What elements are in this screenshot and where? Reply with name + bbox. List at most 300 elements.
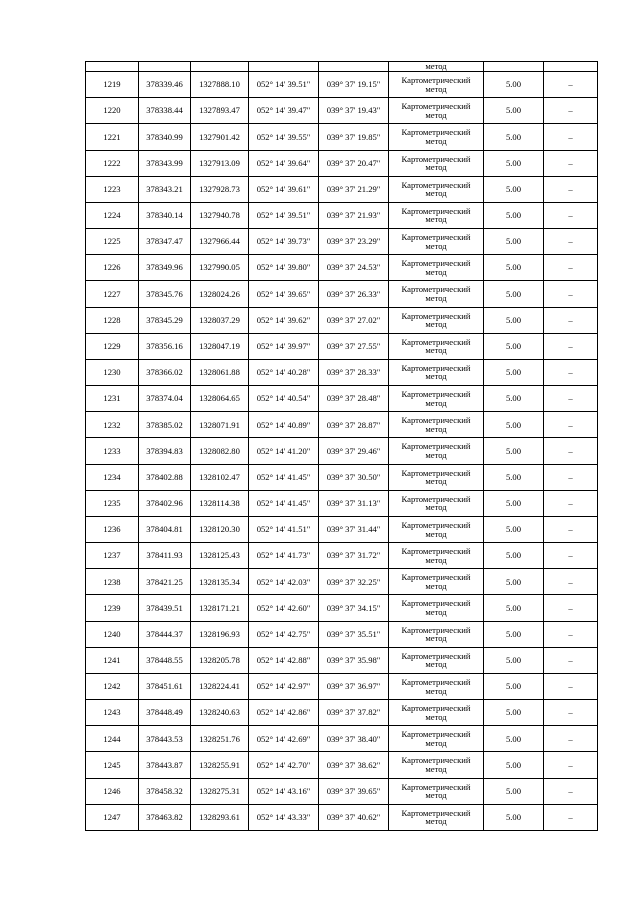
cell-num: 1223 bbox=[86, 176, 139, 202]
cell-x bbox=[139, 62, 191, 72]
cell-accuracy: 5.00 bbox=[484, 412, 544, 438]
table-row bbox=[86, 229, 598, 255]
cell-note: – bbox=[544, 438, 598, 464]
method-line-2: метод bbox=[425, 607, 447, 618]
method-line-1: Картометрический bbox=[401, 650, 471, 661]
table-row bbox=[86, 804, 598, 830]
cell-lon: 039° 37' 21.29" bbox=[319, 176, 389, 202]
method-line-1: Картометрический bbox=[401, 572, 471, 583]
method-line-1: Картометрический bbox=[401, 676, 471, 687]
method-line-2: метод bbox=[425, 162, 447, 173]
cell-y: 1328171.21 bbox=[191, 595, 249, 621]
cell-lon: 039° 37' 37.82" bbox=[319, 700, 389, 726]
method-line-1: Картометрический bbox=[401, 467, 471, 478]
method-line-2: метод bbox=[425, 554, 447, 565]
cell-num: 1242 bbox=[86, 673, 139, 699]
cell-num: 1244 bbox=[86, 726, 139, 752]
cell-note: – bbox=[544, 281, 598, 307]
cell-note: – bbox=[544, 595, 598, 621]
method-line-2: метод bbox=[425, 528, 447, 539]
cell-num: 1247 bbox=[86, 804, 139, 830]
cell-lon: 039° 37' 38.40" bbox=[319, 726, 389, 752]
cell-y: 1327940.78 bbox=[191, 202, 249, 228]
cell-y: 1327901.42 bbox=[191, 124, 249, 150]
cell-y: 1327913.09 bbox=[191, 150, 249, 176]
method-line-2: метод bbox=[425, 502, 447, 513]
method-line-1: Картометрический bbox=[401, 755, 471, 766]
table-row bbox=[86, 98, 598, 124]
cell-x: 378444.37 bbox=[139, 621, 191, 647]
method-line-2: метод bbox=[425, 737, 447, 748]
method-line-2: метод bbox=[425, 711, 447, 722]
cell-accuracy: 5.00 bbox=[484, 804, 544, 830]
cell-num: 1238 bbox=[86, 569, 139, 595]
method-line-2: метод bbox=[425, 83, 447, 94]
cell-method bbox=[389, 62, 484, 72]
method-line-2: метод bbox=[425, 371, 447, 382]
cell-note: – bbox=[544, 647, 598, 673]
table-row bbox=[86, 255, 598, 281]
cell-x: 378451.61 bbox=[139, 673, 191, 699]
method-line-1: Картометрический bbox=[401, 153, 471, 164]
cell-lon: 039° 37' 23.29" bbox=[319, 229, 389, 255]
cell-lon: 039° 37' 39.65" bbox=[319, 778, 389, 804]
cell-accuracy: 5.00 bbox=[484, 778, 544, 804]
method-line-2: метод bbox=[425, 319, 447, 330]
cell-lon: 039° 37' 20.47" bbox=[319, 150, 389, 176]
cell-method bbox=[389, 543, 484, 569]
table-row bbox=[86, 778, 598, 804]
cell-x: 378402.88 bbox=[139, 464, 191, 490]
cell-y: 1328024.26 bbox=[191, 281, 249, 307]
method-line-2: метод bbox=[425, 476, 447, 487]
cell-note: – bbox=[544, 543, 598, 569]
cell-lat: 052° 14' 41.73" bbox=[249, 543, 319, 569]
cell-lat: 052° 14' 42.70" bbox=[249, 752, 319, 778]
cell-accuracy: 5.00 bbox=[484, 124, 544, 150]
table-row bbox=[86, 726, 598, 752]
cell-lat: 052° 14' 39.64" bbox=[249, 150, 319, 176]
cell-x: 378448.49 bbox=[139, 700, 191, 726]
cell-method bbox=[389, 359, 484, 385]
table-row bbox=[86, 333, 598, 359]
continuation-row bbox=[86, 62, 598, 72]
cell-method bbox=[389, 673, 484, 699]
cell-method bbox=[389, 516, 484, 542]
cell-lon: 039° 37' 38.62" bbox=[319, 752, 389, 778]
table-row bbox=[86, 647, 598, 673]
cell-accuracy: 5.00 bbox=[484, 490, 544, 516]
cell-x: 378345.76 bbox=[139, 281, 191, 307]
cell-lon: 039° 37' 24.53" bbox=[319, 255, 389, 281]
cell-num: 1241 bbox=[86, 647, 139, 673]
method-line-1: Картометрический bbox=[401, 781, 471, 792]
cell-y: 1328135.34 bbox=[191, 569, 249, 595]
cell-method bbox=[389, 726, 484, 752]
cell-lat: 052° 14' 39.47" bbox=[249, 98, 319, 124]
cell-accuracy: 5.00 bbox=[484, 464, 544, 490]
cell-note: – bbox=[544, 752, 598, 778]
cell-accuracy: 5.00 bbox=[484, 543, 544, 569]
cell-accuracy: 5.00 bbox=[484, 595, 544, 621]
cell-num: 1227 bbox=[86, 281, 139, 307]
cell-note: – bbox=[544, 412, 598, 438]
cell-lat: 052° 14' 43.16" bbox=[249, 778, 319, 804]
cell-x: 378421.25 bbox=[139, 569, 191, 595]
method-line-2: метод bbox=[425, 423, 447, 434]
cell-x: 378338.44 bbox=[139, 98, 191, 124]
method-line-1: Картометрический bbox=[401, 74, 471, 85]
method-line-2: метод bbox=[425, 345, 447, 356]
cell-y: 1328251.76 bbox=[191, 726, 249, 752]
cell-y: 1328224.41 bbox=[191, 673, 249, 699]
method-line-2: метод bbox=[425, 292, 447, 303]
cell-method bbox=[389, 307, 484, 333]
cell-note: – bbox=[544, 569, 598, 595]
cell-lon bbox=[319, 62, 389, 72]
cell-accuracy: 5.00 bbox=[484, 386, 544, 412]
cell-y: 1328114.38 bbox=[191, 490, 249, 516]
method-line-2: метод bbox=[425, 240, 447, 251]
cell-note: – bbox=[544, 673, 598, 699]
cell-lon: 039° 37' 31.44" bbox=[319, 516, 389, 542]
method-line-2: метод bbox=[425, 266, 447, 277]
cell-y: 1328047.19 bbox=[191, 333, 249, 359]
method-line-1: Картометрический bbox=[401, 389, 471, 400]
cell-lon: 039° 37' 30.50" bbox=[319, 464, 389, 490]
cell-x: 378443.87 bbox=[139, 752, 191, 778]
cell-y: 1328102.47 bbox=[191, 464, 249, 490]
cell-accuracy: 5.00 bbox=[484, 176, 544, 202]
cell-note: – bbox=[544, 516, 598, 542]
method-line-1: Картометрический bbox=[401, 415, 471, 426]
method-line-1: Картометрический bbox=[401, 624, 471, 635]
table-row bbox=[86, 72, 598, 98]
cell-num: 1239 bbox=[86, 595, 139, 621]
cell-accuracy: 5.00 bbox=[484, 98, 544, 124]
cell-method bbox=[389, 229, 484, 255]
cell-y: 1328125.43 bbox=[191, 543, 249, 569]
method-line-1: Картометрический bbox=[401, 310, 471, 321]
cell-num: 1221 bbox=[86, 124, 139, 150]
cell-method bbox=[389, 386, 484, 412]
cell-method bbox=[389, 72, 484, 98]
table-row bbox=[86, 700, 598, 726]
cell-accuracy bbox=[484, 62, 544, 72]
cell-num: 1229 bbox=[86, 333, 139, 359]
cell-y: 1327966.44 bbox=[191, 229, 249, 255]
method-line-1: Картометрический bbox=[401, 519, 471, 530]
cell-note: – bbox=[544, 150, 598, 176]
cell-lon: 039° 37' 35.98" bbox=[319, 647, 389, 673]
method-line-1: Картометрический bbox=[401, 232, 471, 243]
cell-method bbox=[389, 150, 484, 176]
method-line-1: Картометрический bbox=[401, 441, 471, 452]
cell-lat: 052° 14' 42.69" bbox=[249, 726, 319, 752]
method-line-1: Картометрический bbox=[401, 336, 471, 347]
cell-lon: 039° 37' 21.93" bbox=[319, 202, 389, 228]
cell-num: 1234 bbox=[86, 464, 139, 490]
cell-y: 1327990.05 bbox=[191, 255, 249, 281]
cell-y bbox=[191, 62, 249, 72]
cell-method bbox=[389, 464, 484, 490]
cell-y: 1327893.47 bbox=[191, 98, 249, 124]
method-line-1: Картометрический bbox=[401, 284, 471, 295]
cell-y: 1328205.78 bbox=[191, 647, 249, 673]
cell-lat: 052° 14' 39.61" bbox=[249, 176, 319, 202]
cell-method bbox=[389, 752, 484, 778]
cell-lat: 052° 14' 42.03" bbox=[249, 569, 319, 595]
cell-num: 1235 bbox=[86, 490, 139, 516]
cell-x: 378404.81 bbox=[139, 516, 191, 542]
table-row bbox=[86, 124, 598, 150]
cell-lat: 052° 14' 39.73" bbox=[249, 229, 319, 255]
method-line-1: Картометрический bbox=[401, 101, 471, 112]
cell-y: 1328061.88 bbox=[191, 359, 249, 385]
cell-method bbox=[389, 412, 484, 438]
cell-y: 1328064.65 bbox=[191, 386, 249, 412]
table-row bbox=[86, 595, 598, 621]
method-line-2: метод bbox=[425, 685, 447, 696]
cell-num: 1230 bbox=[86, 359, 139, 385]
cell-accuracy: 5.00 bbox=[484, 752, 544, 778]
method-line-2: метод bbox=[425, 764, 447, 775]
cell-x: 378402.96 bbox=[139, 490, 191, 516]
method-line-2: метод bbox=[425, 188, 447, 199]
cell-lat: 052° 14' 40.89" bbox=[249, 412, 319, 438]
method-line-1: Картометрический bbox=[401, 493, 471, 504]
cell-method bbox=[389, 700, 484, 726]
cell-num: 1222 bbox=[86, 150, 139, 176]
cell-x: 378349.96 bbox=[139, 255, 191, 281]
cell-note: – bbox=[544, 98, 598, 124]
cell-lon: 039° 37' 40.62" bbox=[319, 804, 389, 830]
cell-y: 1328255.91 bbox=[191, 752, 249, 778]
cell-accuracy: 5.00 bbox=[484, 516, 544, 542]
method-line-2: метод bbox=[425, 214, 447, 225]
cell-lon: 039° 37' 36.97" bbox=[319, 673, 389, 699]
table-row bbox=[86, 150, 598, 176]
cell-note: – bbox=[544, 778, 598, 804]
cell-lon: 039° 37' 32.25" bbox=[319, 569, 389, 595]
method-line-1: Картометрический bbox=[401, 205, 471, 216]
cell-x: 378340.14 bbox=[139, 202, 191, 228]
cell-y: 1328071.91 bbox=[191, 412, 249, 438]
cell-note: – bbox=[544, 386, 598, 412]
cell-y: 1328196.93 bbox=[191, 621, 249, 647]
cell-note: – bbox=[544, 490, 598, 516]
cell-note: – bbox=[544, 621, 598, 647]
cell-num: 1245 bbox=[86, 752, 139, 778]
cell-lat: 052° 14' 40.54" bbox=[249, 386, 319, 412]
cell-accuracy: 5.00 bbox=[484, 307, 544, 333]
cell-method bbox=[389, 124, 484, 150]
method-line-1: Картометрический bbox=[401, 598, 471, 609]
cell-x: 378448.55 bbox=[139, 647, 191, 673]
cell-method bbox=[389, 176, 484, 202]
cell-lat: 052° 14' 39.97" bbox=[249, 333, 319, 359]
table-row bbox=[86, 307, 598, 333]
cell-note: – bbox=[544, 700, 598, 726]
cell-lat: 052° 14' 42.86" bbox=[249, 700, 319, 726]
cell-accuracy: 5.00 bbox=[484, 229, 544, 255]
cell-num bbox=[86, 62, 139, 72]
cell-accuracy: 5.00 bbox=[484, 281, 544, 307]
cell-accuracy: 5.00 bbox=[484, 255, 544, 281]
cell-note: – bbox=[544, 255, 598, 281]
cell-y: 1328037.29 bbox=[191, 307, 249, 333]
method-line-2: метод bbox=[425, 135, 447, 146]
cell-x: 378411.93 bbox=[139, 543, 191, 569]
cell-method bbox=[389, 569, 484, 595]
cell-lon: 039° 37' 26.33" bbox=[319, 281, 389, 307]
table-row bbox=[86, 281, 598, 307]
cell-x: 378439.51 bbox=[139, 595, 191, 621]
cell-lon: 039° 37' 31.13" bbox=[319, 490, 389, 516]
method-line-2: метод bbox=[425, 816, 447, 827]
cell-lon: 039° 37' 29.46" bbox=[319, 438, 389, 464]
cell-note: – bbox=[544, 229, 598, 255]
cell-num: 1226 bbox=[86, 255, 139, 281]
cell-lat: 052° 14' 39.80" bbox=[249, 255, 319, 281]
cell-lon: 039° 37' 28.87" bbox=[319, 412, 389, 438]
cell-y: 1328082.80 bbox=[191, 438, 249, 464]
cell-note: – bbox=[544, 726, 598, 752]
cell-note: – bbox=[544, 359, 598, 385]
cell-y: 1328275.31 bbox=[191, 778, 249, 804]
cell-method bbox=[389, 490, 484, 516]
table-row bbox=[86, 673, 598, 699]
cell-lat: 052° 14' 39.51" bbox=[249, 202, 319, 228]
cell-num: 1240 bbox=[86, 621, 139, 647]
method-line-1: Картометрический bbox=[401, 362, 471, 373]
cell-method bbox=[389, 281, 484, 307]
method-line-1: Картометрический bbox=[401, 729, 471, 740]
cell-lat: 052° 14' 42.88" bbox=[249, 647, 319, 673]
table-row bbox=[86, 752, 598, 778]
cell-x: 378345.29 bbox=[139, 307, 191, 333]
table-body bbox=[86, 62, 598, 831]
cell-method bbox=[389, 647, 484, 673]
cell-lat: 052° 14' 40.28" bbox=[249, 359, 319, 385]
cell-x: 378343.99 bbox=[139, 150, 191, 176]
cell-lat: 052° 14' 43.33" bbox=[249, 804, 319, 830]
method-line-1: Картометрический bbox=[401, 546, 471, 557]
cell-lon: 039° 37' 27.02" bbox=[319, 307, 389, 333]
cell-lat: 052° 14' 39.62" bbox=[249, 307, 319, 333]
cell-x: 378347.47 bbox=[139, 229, 191, 255]
method-line-2: метод bbox=[425, 449, 447, 460]
cell-lon: 039° 37' 19.85" bbox=[319, 124, 389, 150]
cell-note: – bbox=[544, 464, 598, 490]
cell-note: – bbox=[544, 124, 598, 150]
cell-accuracy: 5.00 bbox=[484, 569, 544, 595]
cell-lat: 052° 14' 42.97" bbox=[249, 673, 319, 699]
cell-accuracy: 5.00 bbox=[484, 621, 544, 647]
cell-lat bbox=[249, 62, 319, 72]
cell-accuracy: 5.00 bbox=[484, 438, 544, 464]
cell-x: 378463.82 bbox=[139, 804, 191, 830]
cell-y: 1327888.10 bbox=[191, 72, 249, 98]
cell-lon: 039° 37' 35.51" bbox=[319, 621, 389, 647]
table-row bbox=[86, 412, 598, 438]
cell-num: 1237 bbox=[86, 543, 139, 569]
table-row bbox=[86, 438, 598, 464]
table-row bbox=[86, 202, 598, 228]
cell-num: 1225 bbox=[86, 229, 139, 255]
method-tail: метод bbox=[425, 61, 447, 71]
cell-x: 378374.04 bbox=[139, 386, 191, 412]
cell-accuracy: 5.00 bbox=[484, 726, 544, 752]
cell-lat: 052° 14' 39.65" bbox=[249, 281, 319, 307]
cell-method bbox=[389, 621, 484, 647]
cell-x: 378339.46 bbox=[139, 72, 191, 98]
cell-x: 378343.21 bbox=[139, 176, 191, 202]
cell-method bbox=[389, 98, 484, 124]
cell-num: 1233 bbox=[86, 438, 139, 464]
cell-x: 378458.32 bbox=[139, 778, 191, 804]
cell-num: 1228 bbox=[86, 307, 139, 333]
cell-lat: 052° 14' 42.60" bbox=[249, 595, 319, 621]
method-line-2: метод bbox=[425, 790, 447, 801]
cell-lat: 052° 14' 41.45" bbox=[249, 464, 319, 490]
cell-x: 378366.02 bbox=[139, 359, 191, 385]
cell-accuracy: 5.00 bbox=[484, 150, 544, 176]
cell-x: 378340.99 bbox=[139, 124, 191, 150]
cell-lat: 052° 14' 39.55" bbox=[249, 124, 319, 150]
cell-note: – bbox=[544, 333, 598, 359]
table-row bbox=[86, 386, 598, 412]
table-row bbox=[86, 464, 598, 490]
table-row bbox=[86, 621, 598, 647]
cell-num: 1220 bbox=[86, 98, 139, 124]
cell-note bbox=[544, 62, 598, 72]
method-line-2: метод bbox=[425, 109, 447, 120]
cell-num: 1224 bbox=[86, 202, 139, 228]
cell-lon: 039° 37' 27.55" bbox=[319, 333, 389, 359]
cell-lon: 039° 37' 28.48" bbox=[319, 386, 389, 412]
cell-num: 1231 bbox=[86, 386, 139, 412]
cell-lon: 039° 37' 28.33" bbox=[319, 359, 389, 385]
cell-y: 1328240.63 bbox=[191, 700, 249, 726]
cell-num: 1246 bbox=[86, 778, 139, 804]
method-line-1: Картометрический bbox=[401, 807, 471, 818]
cell-method bbox=[389, 255, 484, 281]
table-row bbox=[86, 359, 598, 385]
cell-lat: 052° 14' 39.51" bbox=[249, 72, 319, 98]
cell-note: – bbox=[544, 72, 598, 98]
cell-lon: 039° 37' 19.43" bbox=[319, 98, 389, 124]
cell-accuracy: 5.00 bbox=[484, 673, 544, 699]
cell-accuracy: 5.00 bbox=[484, 700, 544, 726]
table-row bbox=[86, 569, 598, 595]
cell-y: 1327928.73 bbox=[191, 176, 249, 202]
cell-accuracy: 5.00 bbox=[484, 333, 544, 359]
cell-lat: 052° 14' 42.75" bbox=[249, 621, 319, 647]
cell-y: 1328293.61 bbox=[191, 804, 249, 830]
cell-method bbox=[389, 438, 484, 464]
cell-accuracy: 5.00 bbox=[484, 72, 544, 98]
method-line-1: Картометрический bbox=[401, 703, 471, 714]
table-row bbox=[86, 490, 598, 516]
method-line-1: Картометрический bbox=[401, 258, 471, 269]
cell-method bbox=[389, 202, 484, 228]
table-row bbox=[86, 516, 598, 542]
method-line-2: метод bbox=[425, 580, 447, 591]
method-line-2: метод bbox=[425, 397, 447, 408]
method-line-1: Картометрический bbox=[401, 179, 471, 190]
cell-accuracy: 5.00 bbox=[484, 202, 544, 228]
